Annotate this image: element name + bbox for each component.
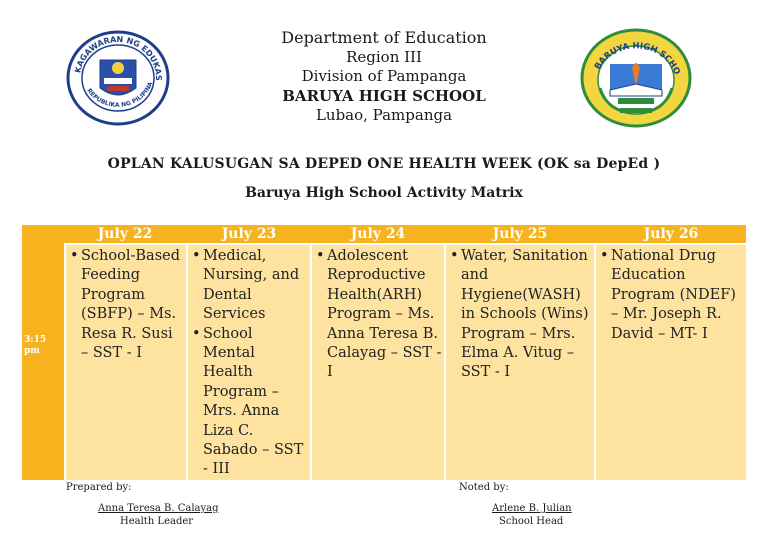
prepared-by-title: Health Leader — [120, 516, 194, 527]
svg-text:KAGAWARAN NG EDUKASYON: KAGAWARAN NG EDUKAS — [73, 34, 164, 81]
activity-item: • School-Based Feeding Program (SBFP) – Ms. Resa R. Susi – SST - I — [70, 247, 184, 363]
department-name: Department of Education — [281, 28, 487, 47]
day-header: July 26 — [643, 226, 699, 242]
noted-by-label: Noted by: — [459, 482, 509, 493]
day-cell-july-26 — [596, 245, 746, 480]
day-header: July 23 — [221, 226, 277, 242]
noted-by-name: Arlene B. Julian — [492, 503, 572, 514]
day-cell-july-24 — [312, 245, 444, 480]
school-name: BARUYA HIGH SCHOOL — [282, 86, 486, 105]
activity-matrix — [22, 225, 746, 480]
svg-text:BARUYA HIGH SCHOOL: BARUYA HIGH SCHO — [592, 41, 682, 77]
matrix-header-row — [22, 225, 746, 243]
activity-item: • Water, Sanitation and Hygiene(WASH) in Schools (Wins) Program – Mrs. Elma A. Vitug – SST - I — [450, 247, 592, 383]
time-label: 3:15 pm — [24, 335, 47, 356]
day-cell-july-23 — [188, 245, 310, 480]
activity-item: • Medical, Nursing, and Dental Services — [192, 247, 308, 325]
svg-text:REPUBLIKA NG PILIPINAS: REPUBLIKA NG PILIPINA — [85, 80, 155, 109]
prepared-by-label: Prepared by: — [66, 482, 132, 493]
document-title: OPLAN KALUSUGAN SA DEPED ONE HEALTH WEEK (OK sa DepEd ) — [107, 156, 661, 172]
day-cell-july-22 — [66, 245, 186, 480]
division: Division of Pampanga — [301, 67, 467, 85]
prepared-by-name: Anna Teresa B. Calayag — [98, 503, 219, 514]
school-location: Lubao, Pampanga — [315, 106, 453, 124]
day-header: July 25 — [492, 226, 548, 242]
time-column — [22, 243, 64, 480]
activity-item: • School Mental Health Program – Mrs. Anna Liza C. Sabado – SST - III — [192, 325, 308, 480]
activity-item: • Adolescent Reproductive Health(ARH) Program – Ms. Anna Teresa B. Calayag – SST - I — [316, 247, 442, 383]
activity-item: • National Drug Education Program (NDEF) – Mr. Joseph R. David – MT- I — [600, 247, 744, 344]
document-subtitle: Baruya High School Activity Matrix — [245, 185, 523, 201]
day-header: July 24 — [350, 226, 406, 242]
noted-by-title: School Head — [499, 516, 564, 527]
day-cell-july-25 — [446, 245, 594, 480]
letterhead — [0, 28, 768, 126]
region: Region III — [346, 47, 422, 66]
day-header: July 22 — [97, 226, 153, 242]
